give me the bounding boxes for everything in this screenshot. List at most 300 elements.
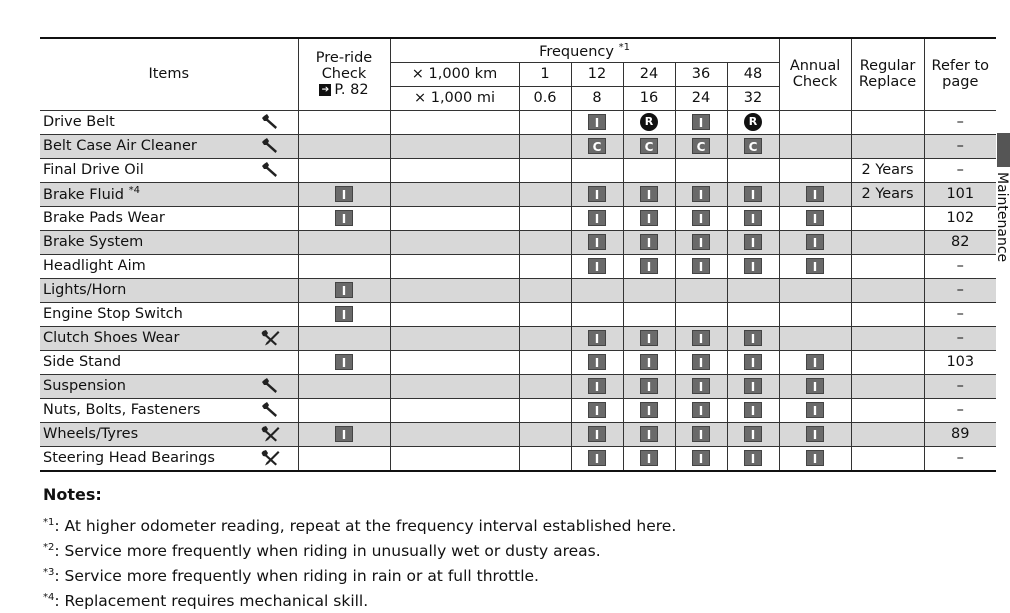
frequency-cell	[623, 278, 675, 302]
frequency-cell	[519, 254, 571, 278]
inspect-mark: I	[744, 402, 762, 418]
item-name: Brake Fluid $^{*4}$	[40, 182, 245, 206]
frequency-cell	[623, 398, 675, 422]
page-ref-cell: –	[924, 398, 996, 422]
tool-cell	[245, 398, 298, 422]
mi-value: 16	[623, 86, 675, 110]
inspect-mark: I	[588, 234, 606, 250]
preride-cell	[298, 422, 390, 446]
frequency-cell	[675, 278, 727, 302]
inspect-mark: I	[640, 330, 658, 346]
inspect-mark: I	[744, 426, 762, 442]
km-value: 1	[519, 62, 571, 86]
inspect-mark: I	[692, 186, 710, 202]
inspect-mark: I	[588, 354, 606, 370]
inspect-mark: I	[335, 354, 353, 370]
mi-value: 24	[675, 86, 727, 110]
inspect-mark: I	[692, 354, 710, 370]
regular-cell	[851, 326, 924, 350]
tool-cell	[245, 158, 298, 182]
unit-cell	[390, 374, 519, 398]
preride-cell	[298, 374, 390, 398]
annual-cell	[779, 182, 851, 206]
annual-cell	[779, 326, 851, 350]
regular-cell	[851, 110, 924, 134]
clean-mark: C	[744, 138, 762, 154]
note-mark: *4	[43, 592, 55, 604]
page-ref-cell: –	[924, 446, 996, 471]
inspect-mark: I	[588, 258, 606, 274]
frequency-cell	[571, 446, 623, 471]
table-row	[40, 326, 996, 350]
tool-cell	[245, 206, 298, 230]
page-ref-cell[interactable]: 89	[924, 422, 996, 446]
unit-cell	[390, 110, 519, 134]
frequency-cell	[727, 158, 779, 182]
km-value: 48	[727, 62, 779, 86]
inspect-mark: I	[692, 210, 710, 226]
page-ref-cell: –	[924, 326, 996, 350]
preride-cell	[298, 326, 390, 350]
frequency-cell	[675, 302, 727, 326]
item-name: Steering Head Bearings	[40, 446, 245, 471]
km-value: 12	[571, 62, 623, 86]
note-mark: *2	[43, 542, 55, 554]
frequency-cell	[675, 134, 727, 158]
crossed-tools-icon	[260, 449, 282, 467]
tool-cell	[245, 278, 298, 302]
frequency-cell	[519, 374, 571, 398]
inspect-mark: I	[640, 186, 658, 202]
frequency-cell	[623, 422, 675, 446]
annual-cell	[779, 374, 851, 398]
preride-cell	[298, 230, 390, 254]
frequency-cell	[519, 278, 571, 302]
inspect-mark: I	[692, 114, 710, 130]
regular-cell	[851, 302, 924, 326]
tool-cell	[245, 302, 298, 326]
frequency-cell	[571, 422, 623, 446]
unit-cell	[390, 134, 519, 158]
regular-cell	[851, 350, 924, 374]
frequency-cell	[623, 326, 675, 350]
frequency-cell	[675, 422, 727, 446]
unit-cell	[390, 446, 519, 471]
inspect-mark: I	[640, 402, 658, 418]
tool-cell	[245, 422, 298, 446]
frequency-cell	[571, 302, 623, 326]
crossed-tools-icon	[260, 329, 282, 347]
mi-value: 8	[571, 86, 623, 110]
inspect-mark: I	[640, 234, 658, 250]
inspect-mark: I	[640, 450, 658, 466]
regular-cell	[851, 230, 924, 254]
regular-cell	[851, 398, 924, 422]
frequency-cell	[675, 110, 727, 134]
frequency-cell	[623, 254, 675, 278]
table-row	[40, 134, 996, 158]
notes-section	[43, 484, 943, 613]
table-row	[40, 254, 996, 278]
tool-cell	[245, 134, 298, 158]
note-line	[43, 587, 943, 612]
frequency-cell	[571, 374, 623, 398]
inspect-mark: I	[588, 378, 606, 394]
frequency-cell	[675, 230, 727, 254]
item-name: Final Drive Oil	[40, 158, 245, 182]
inspect-mark: I	[588, 450, 606, 466]
unit-cell	[390, 422, 519, 446]
frequency-cell	[675, 350, 727, 374]
item-name: Drive Belt	[40, 110, 245, 134]
item-name: Headlight Aim	[40, 254, 245, 278]
table-row	[40, 446, 996, 471]
replace-mark: R	[640, 113, 658, 131]
frequency-cell	[727, 350, 779, 374]
frequency-cell	[623, 302, 675, 326]
frequency-cell	[571, 326, 623, 350]
inspect-mark: I	[744, 186, 762, 202]
frequency-cell	[519, 350, 571, 374]
frequency-cell	[519, 182, 571, 206]
clean-mark: C	[588, 138, 606, 154]
frequency-cell	[623, 374, 675, 398]
inspect-mark: I	[692, 426, 710, 442]
page-ref-cell: –	[924, 134, 996, 158]
preride-cell	[298, 110, 390, 134]
tool-cell	[245, 350, 298, 374]
frequency-cell	[623, 230, 675, 254]
frequency-cell	[727, 374, 779, 398]
unit-cell	[390, 182, 519, 206]
inspect-mark: I	[588, 426, 606, 442]
frequency-cell	[571, 110, 623, 134]
preride-cell	[298, 158, 390, 182]
inspect-mark: I	[806, 450, 824, 466]
frequency-cell	[623, 446, 675, 471]
unit-cell	[390, 254, 519, 278]
inspect-mark: I	[806, 426, 824, 442]
frequency-cell	[519, 446, 571, 471]
section-label: Maintenance	[994, 172, 1010, 263]
regular-cell	[851, 254, 924, 278]
frequency-cell	[675, 254, 727, 278]
annual-cell	[779, 206, 851, 230]
frequency-cell	[571, 278, 623, 302]
items-header: Items	[40, 38, 298, 110]
inspect-mark: I	[744, 234, 762, 250]
tool-cell	[245, 110, 298, 134]
inspect-mark: I	[640, 210, 658, 226]
annual-cell	[779, 302, 851, 326]
annual-cell	[779, 422, 851, 446]
regular-cell: 2 Years	[851, 158, 924, 182]
refer-header: Refer to page	[924, 38, 996, 110]
tool-cell	[245, 182, 298, 206]
inspect-mark: I	[744, 450, 762, 466]
item-name: Side Stand	[40, 350, 245, 374]
frequency-cell	[571, 254, 623, 278]
inspect-mark: I	[692, 330, 710, 346]
item-name: Clutch Shoes Wear	[40, 326, 245, 350]
annual-header: Annual Check	[779, 38, 851, 110]
inspect-mark: I	[588, 330, 606, 346]
annual-cell	[779, 230, 851, 254]
inspect-mark: I	[335, 306, 353, 322]
note-line	[43, 512, 943, 537]
item-name: Brake Pads Wear	[40, 206, 245, 230]
frequency-cell	[727, 326, 779, 350]
inspect-mark: I	[335, 210, 353, 226]
frequency-cell	[623, 182, 675, 206]
inspect-mark: I	[692, 378, 710, 394]
preride-cell	[298, 134, 390, 158]
page-ref-cell: –	[924, 374, 996, 398]
inspect-mark: I	[640, 258, 658, 274]
note-text: : At higher odometer reading, repeat at the frequency interval established here.	[54, 517, 677, 536]
inspect-mark: I	[692, 402, 710, 418]
preride-ref[interactable]: P. 82	[334, 82, 369, 99]
frequency-cell	[571, 230, 623, 254]
regular-cell: 2 Years	[851, 182, 924, 206]
preride-cell	[298, 182, 390, 206]
inspect-mark: I	[806, 354, 824, 370]
preride-cell	[298, 398, 390, 422]
note-text: : Service more frequently when riding in unusually wet or dusty areas.	[54, 542, 601, 561]
item-name: Belt Case Air Cleaner	[40, 134, 245, 158]
regular-cell	[851, 206, 924, 230]
replace-mark: R	[744, 113, 762, 131]
table-row	[40, 158, 996, 182]
inspect-mark: I	[744, 258, 762, 274]
frequency-cell	[519, 326, 571, 350]
table-row	[40, 278, 996, 302]
unit-cell	[390, 206, 519, 230]
section-tab[interactable]	[997, 133, 1010, 167]
frequency-cell	[675, 374, 727, 398]
frequency-cell	[519, 422, 571, 446]
table-row	[40, 182, 996, 206]
note-text: : Service more frequently when riding in rain or at full throttle.	[54, 567, 539, 586]
unit-cell	[390, 398, 519, 422]
item-name: Brake System	[40, 230, 245, 254]
frequency-cell	[623, 350, 675, 374]
regular-cell	[851, 374, 924, 398]
frequency-cell	[571, 206, 623, 230]
frequency-cell	[519, 158, 571, 182]
preride-cell	[298, 446, 390, 471]
regular-cell	[851, 422, 924, 446]
inspect-mark: I	[640, 354, 658, 370]
table-row	[40, 206, 996, 230]
frequency-cell	[675, 398, 727, 422]
preride-cell	[298, 302, 390, 326]
frequency-cell	[675, 206, 727, 230]
frequency-cell	[519, 398, 571, 422]
inspect-mark: I	[588, 402, 606, 418]
table-row	[40, 398, 996, 422]
inspect-mark: I	[806, 210, 824, 226]
page-ref-cell[interactable]: 82	[924, 230, 996, 254]
tool-cell	[245, 230, 298, 254]
frequency-cell	[675, 158, 727, 182]
frequency-header: Frequency $^{*1}$	[390, 38, 779, 62]
frequency-cell	[571, 134, 623, 158]
frequency-cell	[727, 422, 779, 446]
inspect-mark: I	[640, 426, 658, 442]
inspect-mark: I	[640, 378, 658, 394]
tool-cell	[245, 446, 298, 471]
unit-cell	[390, 278, 519, 302]
inspect-mark: I	[744, 378, 762, 394]
annual-cell	[779, 446, 851, 471]
note-line	[43, 562, 943, 587]
item-name: Lights/Horn	[40, 278, 245, 302]
frequency-cell	[623, 110, 675, 134]
annual-cell	[779, 278, 851, 302]
regular-cell	[851, 134, 924, 158]
inspect-mark: I	[806, 402, 824, 418]
inspect-mark: I	[806, 258, 824, 274]
wrench-icon	[260, 161, 282, 179]
frequency-cell	[519, 134, 571, 158]
item-note: *4	[128, 185, 140, 197]
note-line	[43, 537, 943, 562]
page-ref-cell: –	[924, 278, 996, 302]
inspect-mark: I	[692, 234, 710, 250]
inspect-mark: I	[335, 186, 353, 202]
frequency-cell	[727, 446, 779, 471]
inspect-mark: I	[806, 378, 824, 394]
page-arrow-icon: ➔	[319, 84, 331, 96]
frequency-cell	[571, 182, 623, 206]
frequency-cell	[519, 206, 571, 230]
inspect-mark: I	[806, 234, 824, 250]
inspect-mark: I	[806, 186, 824, 202]
item-name: Engine Stop Switch	[40, 302, 245, 326]
preride-cell	[298, 254, 390, 278]
preride-header: Pre-ride Check ➔ P. 82	[298, 38, 390, 110]
frequency-cell	[675, 182, 727, 206]
clean-mark: C	[640, 138, 658, 154]
wrench-icon	[260, 377, 282, 395]
frequency-cell	[727, 110, 779, 134]
annual-cell	[779, 110, 851, 134]
km-label: × 1,000 km	[390, 62, 519, 86]
page-ref-cell: –	[924, 158, 996, 182]
wrench-icon	[260, 401, 282, 419]
table-row	[40, 230, 996, 254]
unit-cell	[390, 326, 519, 350]
regular-cell	[851, 278, 924, 302]
km-value: 24	[623, 62, 675, 86]
page-ref-cell[interactable]: 102	[924, 206, 996, 230]
frequency-cell	[571, 398, 623, 422]
mi-label: × 1,000 mi	[390, 86, 519, 110]
clean-mark: C	[692, 138, 710, 154]
inspect-mark: I	[335, 282, 353, 298]
annual-cell	[779, 134, 851, 158]
frequency-cell	[623, 206, 675, 230]
table-row	[40, 110, 996, 134]
frequency-cell	[727, 182, 779, 206]
page-ref-cell[interactable]: 101	[924, 182, 996, 206]
inspect-mark: I	[744, 210, 762, 226]
page-ref-cell[interactable]: 103	[924, 350, 996, 374]
frequency-cell	[675, 326, 727, 350]
km-value: 36	[675, 62, 727, 86]
annual-cell	[779, 158, 851, 182]
frequency-cell	[727, 230, 779, 254]
notes-title: Notes:	[43, 485, 102, 504]
page-ref-cell: –	[924, 110, 996, 134]
preride-cell	[298, 206, 390, 230]
mi-value: 0.6	[519, 86, 571, 110]
regular-header: Regular Replace	[851, 38, 924, 110]
frequency-cell	[727, 302, 779, 326]
frequency-cell	[623, 158, 675, 182]
item-name: Suspension	[40, 374, 245, 398]
page-ref-cell: –	[924, 302, 996, 326]
inspect-mark: I	[588, 114, 606, 130]
wrench-icon	[260, 137, 282, 155]
annual-cell	[779, 398, 851, 422]
wrench-icon	[260, 113, 282, 131]
item-name: Wheels/Tyres	[40, 422, 245, 446]
note-mark: *3	[43, 567, 55, 579]
inspect-mark: I	[588, 210, 606, 226]
annual-cell	[779, 350, 851, 374]
frequency-cell	[519, 302, 571, 326]
unit-cell	[390, 302, 519, 326]
inspect-mark: I	[335, 426, 353, 442]
frequency-cell	[727, 254, 779, 278]
frequency-cell	[571, 158, 623, 182]
crossed-tools-icon	[260, 425, 282, 443]
annual-cell	[779, 254, 851, 278]
preride-cell	[298, 350, 390, 374]
unit-cell	[390, 230, 519, 254]
inspect-mark: I	[588, 186, 606, 202]
table-row	[40, 422, 996, 446]
frequency-cell	[623, 134, 675, 158]
inspect-mark: I	[692, 450, 710, 466]
frequency-cell	[727, 278, 779, 302]
tool-cell	[245, 326, 298, 350]
frequency-cell	[675, 446, 727, 471]
unit-cell	[390, 158, 519, 182]
table-row	[40, 350, 996, 374]
regular-cell	[851, 446, 924, 471]
frequency-cell	[519, 110, 571, 134]
inspect-mark: I	[744, 330, 762, 346]
table-row	[40, 374, 996, 398]
page-ref-cell: –	[924, 254, 996, 278]
frequency-cell	[727, 398, 779, 422]
inspect-mark: I	[692, 258, 710, 274]
frequency-cell	[727, 134, 779, 158]
note-text: : Replacement requires mechanical skill.	[54, 592, 369, 611]
item-name: Nuts, Bolts, Fasteners	[40, 398, 245, 422]
maintenance-schedule-table	[40, 37, 996, 472]
frequency-cell	[571, 350, 623, 374]
unit-cell	[390, 350, 519, 374]
preride-cell	[298, 278, 390, 302]
tool-cell	[245, 254, 298, 278]
note-mark: *1	[43, 517, 55, 528]
frequency-cell	[519, 230, 571, 254]
table-row	[40, 302, 996, 326]
